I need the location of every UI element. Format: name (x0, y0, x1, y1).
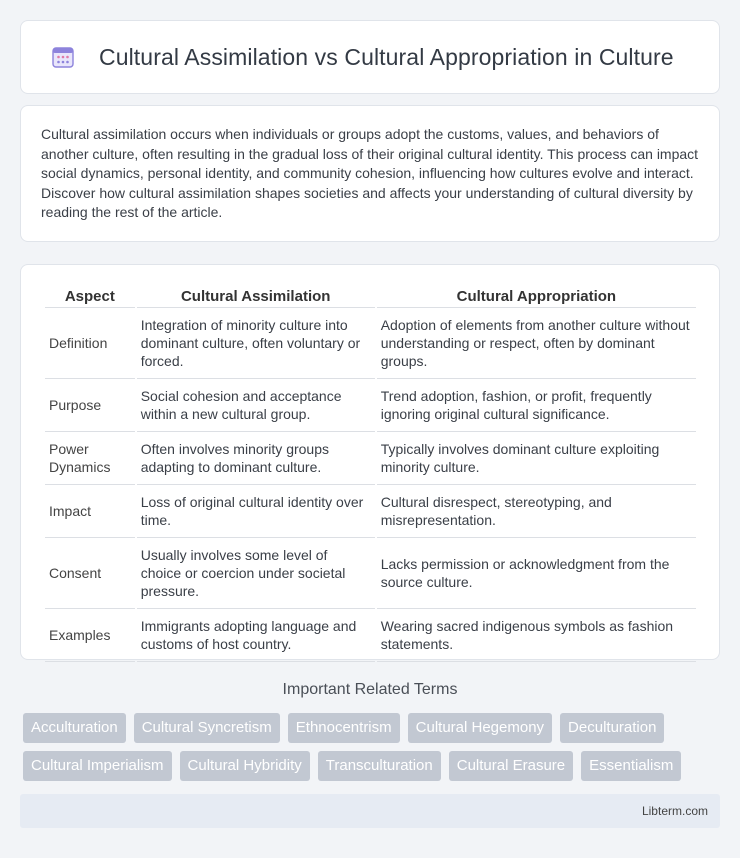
tag-ethnocentrism[interactable]: Ethnocentrism (288, 713, 400, 743)
tag-cultural-hybridity[interactable]: Cultural Hybridity (180, 751, 310, 781)
tag-cultural-syncretism[interactable]: Cultural Syncretism (134, 713, 280, 743)
tag-cultural-erasure[interactable]: Cultural Erasure (449, 751, 573, 781)
row-aspect: Power Dynamics (45, 432, 135, 485)
calendar-icon (49, 43, 77, 71)
row-appropriation: Cultural disrespect, stereotyping, and misrepresentation. (377, 485, 696, 538)
row-appropriation: Typically involves dominant culture exploiting minority culture. (377, 432, 696, 485)
row-appropriation: Trend adoption, fashion, or profit, frequently ignoring original cultural significance. (377, 379, 696, 432)
table-row (45, 432, 696, 485)
intro-text: Cultural assimilation occurs when individuals or groups adopt the customs, values, and behaviors of another culture, often resulting in the gradual loss of their original cultural identity. This process can impact social dynamics, personal identity, and community cohesion, influencing how cultures evolve and interact. Discover how cultural assimilation shapes societies and affects your understanding of cultural diversity by reading the rest of the article. (41, 126, 699, 221)
row-aspect: Impact (45, 485, 135, 538)
related-terms-list (23, 713, 717, 781)
row-appropriation: Wearing sacred indigenous symbols as fashion statements. (377, 609, 696, 662)
row-appropriation: Lacks permission or acknowledgment from the source culture. (377, 538, 696, 609)
row-assimilation: Social cohesion and acceptance within a new cultural group. (137, 379, 375, 432)
row-assimilation: Loss of original cultural identity over time. (137, 485, 375, 538)
table-header-row (45, 285, 696, 308)
tag-deculturation[interactable]: Deculturation (560, 713, 664, 743)
row-aspect: Purpose (45, 379, 135, 432)
tag-cultural-hegemony[interactable]: Cultural Hegemony (408, 713, 552, 743)
tag-cultural-imperialism[interactable]: Cultural Imperialism (23, 751, 172, 781)
tag-transculturation[interactable]: Transculturation (318, 751, 441, 781)
row-assimilation: Immigrants adopting language and customs of host country. (137, 609, 375, 662)
header-appropriation: Cultural Appropriation (377, 285, 696, 308)
header-aspect: Aspect (45, 285, 135, 308)
page-title: Cultural Assimilation vs Cultural Appropriation in Culture (99, 43, 674, 70)
row-aspect: Examples (45, 609, 135, 662)
table-row (45, 609, 696, 662)
header-assimilation: Cultural Assimilation (137, 285, 375, 308)
row-assimilation: Usually involves some level of choice or coercion under societal pressure. (137, 538, 375, 609)
row-aspect: Consent (45, 538, 135, 609)
table-row (45, 308, 696, 379)
comparison-table (43, 285, 698, 662)
row-aspect: Definition (45, 308, 135, 379)
row-assimilation: Often involves minority groups adapting to dominant culture. (137, 432, 375, 485)
header-card (20, 20, 720, 94)
row-assimilation: Integration of minority culture into dominant culture, often voluntary or forced. (137, 308, 375, 379)
tag-essentialism[interactable]: Essentialism (581, 751, 681, 781)
row-appropriation: Adoption of elements from another culture without understanding or respect, often by dominant groups. (377, 308, 696, 379)
tag-acculturation[interactable]: Acculturation (23, 713, 126, 743)
comparison-card (20, 264, 720, 660)
table-row (45, 379, 696, 432)
intro-card (20, 105, 720, 242)
footer-brand[interactable]: Libterm.com (641, 804, 708, 818)
table-row (45, 538, 696, 609)
related-terms-title: Important Related Terms (282, 681, 458, 698)
table-row (45, 485, 696, 538)
footer (20, 794, 720, 828)
